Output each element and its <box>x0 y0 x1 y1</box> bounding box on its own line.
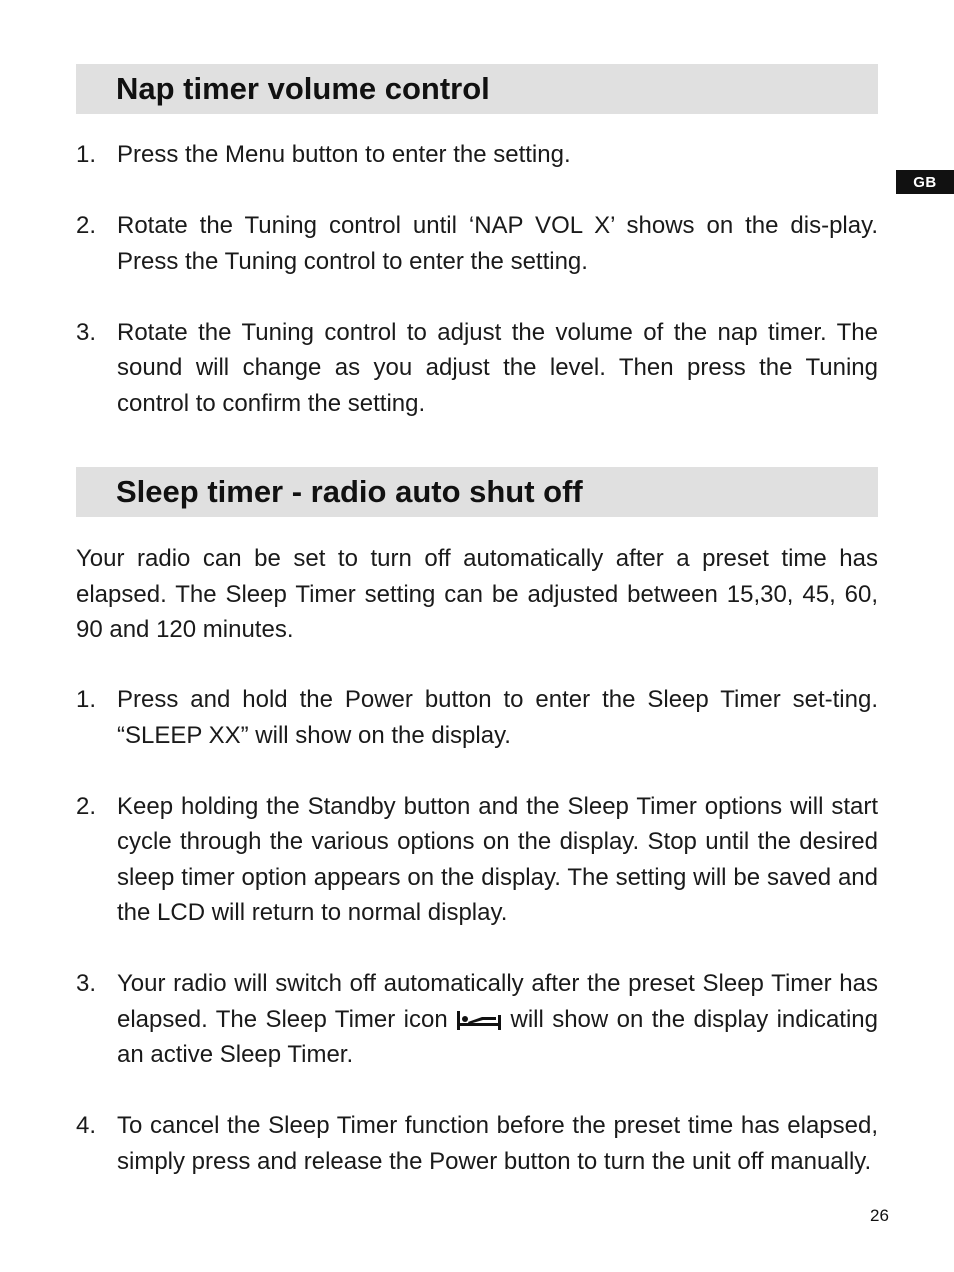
sleep-timer-icon <box>456 1009 502 1031</box>
list-item <box>76 315 878 422</box>
step-number: 1. <box>76 686 97 713</box>
step-number: 1. <box>76 141 97 168</box>
step-number: 3. <box>76 970 97 997</box>
list-item <box>76 682 878 753</box>
step-text-after-icon: will show on the display indicating an active Sleep Timer. <box>117 1005 878 1068</box>
step-number: 2. <box>76 792 97 820</box>
step-text: Keep holding the Standby button and the Sleep Timer options will start cycle through the various options on the display. Stop until the desired sleep timer option appears on the display. The setting will be saved and the LCD will return to normal display. <box>117 792 878 926</box>
list-item <box>76 966 878 1073</box>
step-number: 3. <box>76 318 97 346</box>
language-tab: GB <box>896 170 954 194</box>
sleep-timer-intro: Your radio can be set to turn off automatically after a preset time has elapsed. The Sleep Timer setting can be adjusted between 15,30, 45, 60, 90 and 120 minutes. <box>76 545 878 643</box>
step-text: Rotate the Tuning control until ‘NAP VOL X’ shows on the dis-play. Press the Tuning control to enter the setting. <box>117 212 878 275</box>
list-item <box>76 137 878 173</box>
list-item <box>76 208 878 279</box>
sleep-timer-steps <box>76 682 878 1179</box>
step-text: To cancel the Sleep Timer function before the preset time has elapsed, simply press and release the Power button to turn the unit off manually. <box>117 1112 878 1175</box>
list-item <box>76 789 878 931</box>
nap-timer-heading-bar <box>76 64 878 114</box>
sleep-timer-heading: Sleep timer - radio auto shut off <box>116 474 583 509</box>
step-number: 2. <box>76 212 97 239</box>
sleep-timer-heading-bar <box>76 467 878 517</box>
nap-timer-heading: Nap timer volume control <box>116 71 490 106</box>
nap-timer-steps <box>76 137 878 421</box>
step-text: Rotate the Tuning control to adjust the volume of the nap timer. The sound will change as you adjust the level. Then press the Tuning control to confirm the setting. <box>117 318 878 417</box>
step-text-before-icon: Your radio will switch off automatically after the preset Sleep Timer has elapsed. The Sleep Timer icon <box>117 970 878 1033</box>
list-item <box>76 1108 878 1179</box>
step-number: 4. <box>76 1112 97 1139</box>
step-text: Press the Menu button to enter the setting. <box>117 141 571 168</box>
page-number: 26 <box>870 1206 889 1225</box>
step-text: Press and hold the Power button to enter the Sleep Timer set-ting. “SLEEP XX” will show on the display. <box>117 686 878 749</box>
